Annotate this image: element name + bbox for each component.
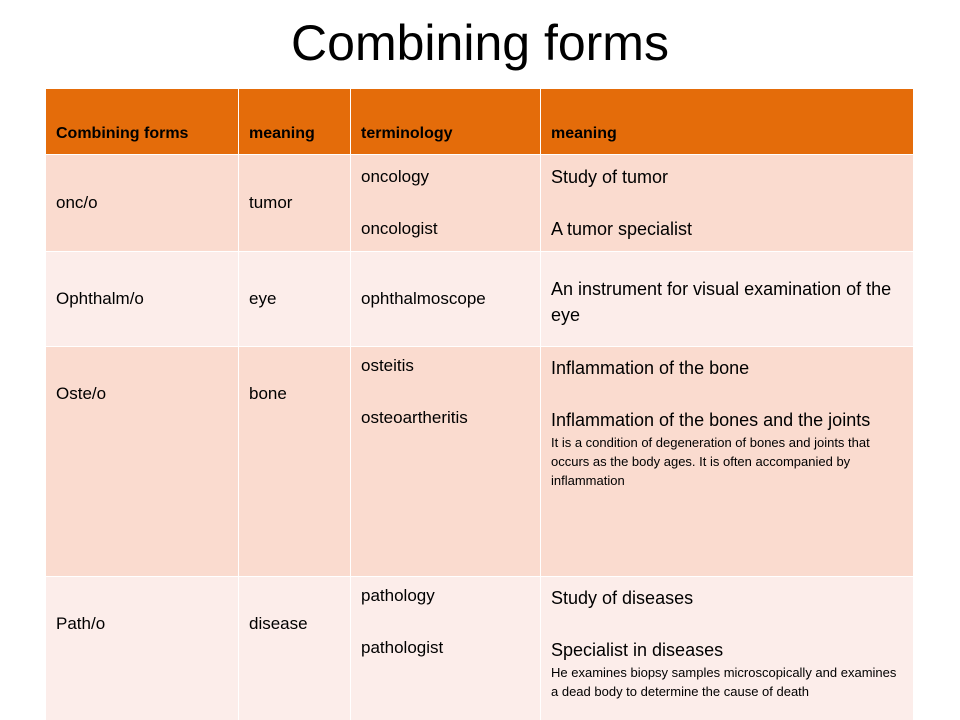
term: osteoartheritis: [361, 408, 468, 427]
meaning-cell: eye: [239, 252, 351, 347]
table-row: [46, 347, 914, 577]
term: pathology: [361, 586, 435, 605]
combining-form-cell: Ophthalm/o: [46, 252, 239, 347]
definition: An instrument for visual examination of the eye: [551, 279, 892, 325]
header-definition: meaning: [541, 89, 914, 155]
term: oncologist: [361, 219, 438, 238]
combining-forms-table: [45, 88, 914, 720]
header-combining-forms: Combining forms: [46, 89, 239, 155]
definition: A tumor specialist: [551, 219, 693, 239]
combining-form-cell: onc/o: [46, 155, 239, 252]
terminology-cell: [351, 155, 541, 252]
header-meaning: meaning: [239, 89, 351, 155]
table-row: [46, 155, 914, 252]
term: pathologist: [361, 638, 444, 657]
definition-cell: [541, 577, 914, 720]
slide-title: Combining forms: [291, 15, 669, 71]
definition-cell: [541, 155, 914, 252]
terminology-cell: [351, 577, 541, 720]
definition-note: It is a condition of degeneration of bones and joints that occurs as the body ages. It is often accompanied by inflammation: [551, 435, 870, 488]
table-header-row: [46, 89, 914, 155]
header-terminology: terminology: [351, 89, 541, 155]
definition: Inflammation of the bones and the joints: [551, 410, 871, 430]
combining-form-cell: Path/o: [46, 577, 239, 720]
terminology-cell: ophthalmoscope: [351, 252, 541, 347]
definition-cell: [541, 252, 914, 347]
definition: Specialist in diseases: [551, 640, 724, 660]
term: oncology: [361, 167, 430, 186]
table-row: [46, 252, 914, 347]
meaning-cell: disease: [239, 577, 351, 720]
meaning-cell: tumor: [239, 155, 351, 252]
definition: Study of tumor: [551, 167, 669, 187]
combining-form-cell: Oste/o: [46, 347, 239, 577]
meaning-cell: bone: [239, 347, 351, 577]
terminology-cell: [351, 347, 541, 577]
definition-note: He examines biopsy samples microscopically and examines a dead body to determine the cause of death: [551, 665, 897, 699]
term: osteitis: [361, 356, 414, 375]
definition: Inflammation of the bone: [551, 358, 750, 378]
table-row: [46, 577, 914, 720]
definition: Study of diseases: [551, 588, 694, 608]
definition-cell: [541, 347, 914, 577]
